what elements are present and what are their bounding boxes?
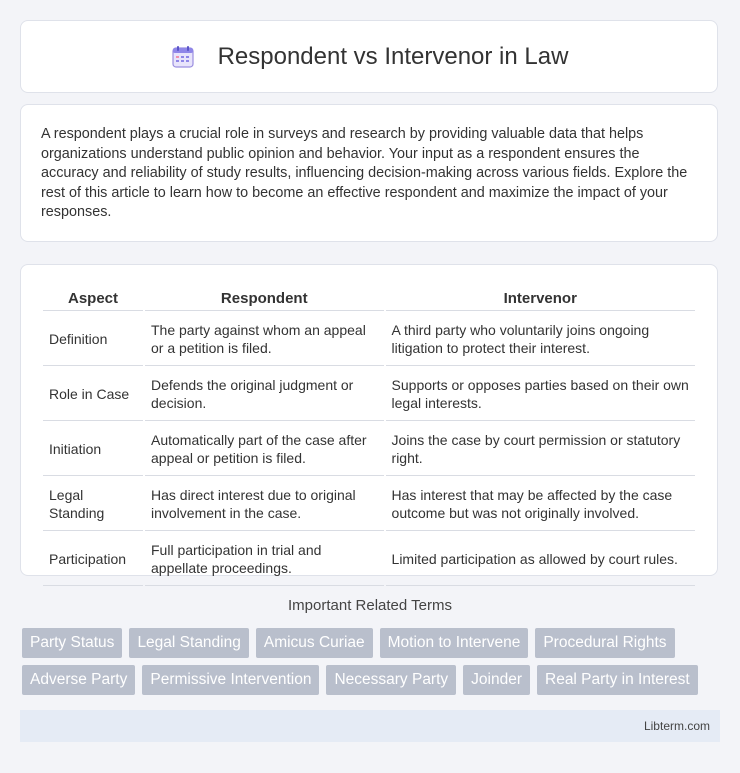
- footer: [20, 710, 720, 742]
- related-terms-list: [22, 628, 722, 695]
- term-tag[interactable]: Real Party in Interest: [537, 665, 698, 695]
- aspect-cell: Definition: [43, 313, 143, 366]
- header-respondent: Respondent: [145, 287, 384, 311]
- related-terms-title: Important Related Terms: [288, 597, 452, 614]
- table-row: [43, 313, 695, 366]
- term-tag[interactable]: Necessary Party: [326, 665, 456, 695]
- intervenor-cell: Supports or opposes parties based on their own legal interests.: [386, 368, 695, 421]
- intro-card: [20, 104, 718, 242]
- aspect-cell: Participation: [43, 533, 143, 586]
- respondent-cell: Full participation in trial and appellate proceedings.: [145, 533, 384, 586]
- table-row: [43, 368, 695, 421]
- term-tag[interactable]: Permissive Intervention: [142, 665, 319, 695]
- intervenor-cell: Joins the case by court permission or statutory right.: [386, 423, 695, 476]
- table-row: [43, 478, 695, 531]
- table-header-row: [43, 287, 695, 311]
- respondent-cell: Defends the original judgment or decision.: [145, 368, 384, 421]
- comparison-table-card: [20, 264, 718, 576]
- header-aspect: Aspect: [43, 287, 143, 311]
- intervenor-cell: Limited participation as allowed by court rules.: [386, 533, 695, 586]
- intervenor-cell: Has interest that may be affected by the case outcome but was not originally involved.: [386, 478, 695, 531]
- term-tag[interactable]: Motion to Intervene: [380, 628, 529, 658]
- header-intervenor: Intervenor: [386, 287, 695, 311]
- term-tag[interactable]: Amicus Curiae: [256, 628, 373, 658]
- respondent-cell: Has direct interest due to original involvement in the case.: [145, 478, 384, 531]
- aspect-cell: Role in Case: [43, 368, 143, 421]
- aspect-cell: Initiation: [43, 423, 143, 476]
- comparison-table: [41, 285, 697, 588]
- footer-site-link[interactable]: Libterm.com: [643, 719, 710, 733]
- intervenor-cell: A third party who voluntarily joins ongoing litigation to protect their interest.: [386, 313, 695, 366]
- aspect-cell: Legal Standing: [43, 478, 143, 531]
- term-tag[interactable]: Joinder: [463, 665, 530, 695]
- table-row: [43, 423, 695, 476]
- term-tag[interactable]: Adverse Party: [22, 665, 135, 695]
- respondent-cell: Automatically part of the case after appeal or petition is filed.: [145, 423, 384, 476]
- term-tag[interactable]: Procedural Rights: [535, 628, 674, 658]
- page-title: Respondent vs Intervenor in Law: [217, 42, 569, 70]
- respondent-cell: The party against whom an appeal or a petition is filed.: [145, 313, 384, 366]
- title-card: [20, 20, 718, 93]
- term-tag[interactable]: Legal Standing: [129, 628, 248, 658]
- calendar-icon: [170, 44, 196, 70]
- term-tag[interactable]: Party Status: [22, 628, 122, 658]
- intro-text: A respondent plays a crucial role in surveys and research by providing valuable data that helps organizations understand public opinion and behavior. Your input as a respondent ensures the accuracy and reliability of study results, influencing decision-making across various fields. Explore the rest of this article to learn how to become an effective respondent and maximize the impact of your responses.: [41, 126, 688, 221]
- table-row: [43, 533, 695, 586]
